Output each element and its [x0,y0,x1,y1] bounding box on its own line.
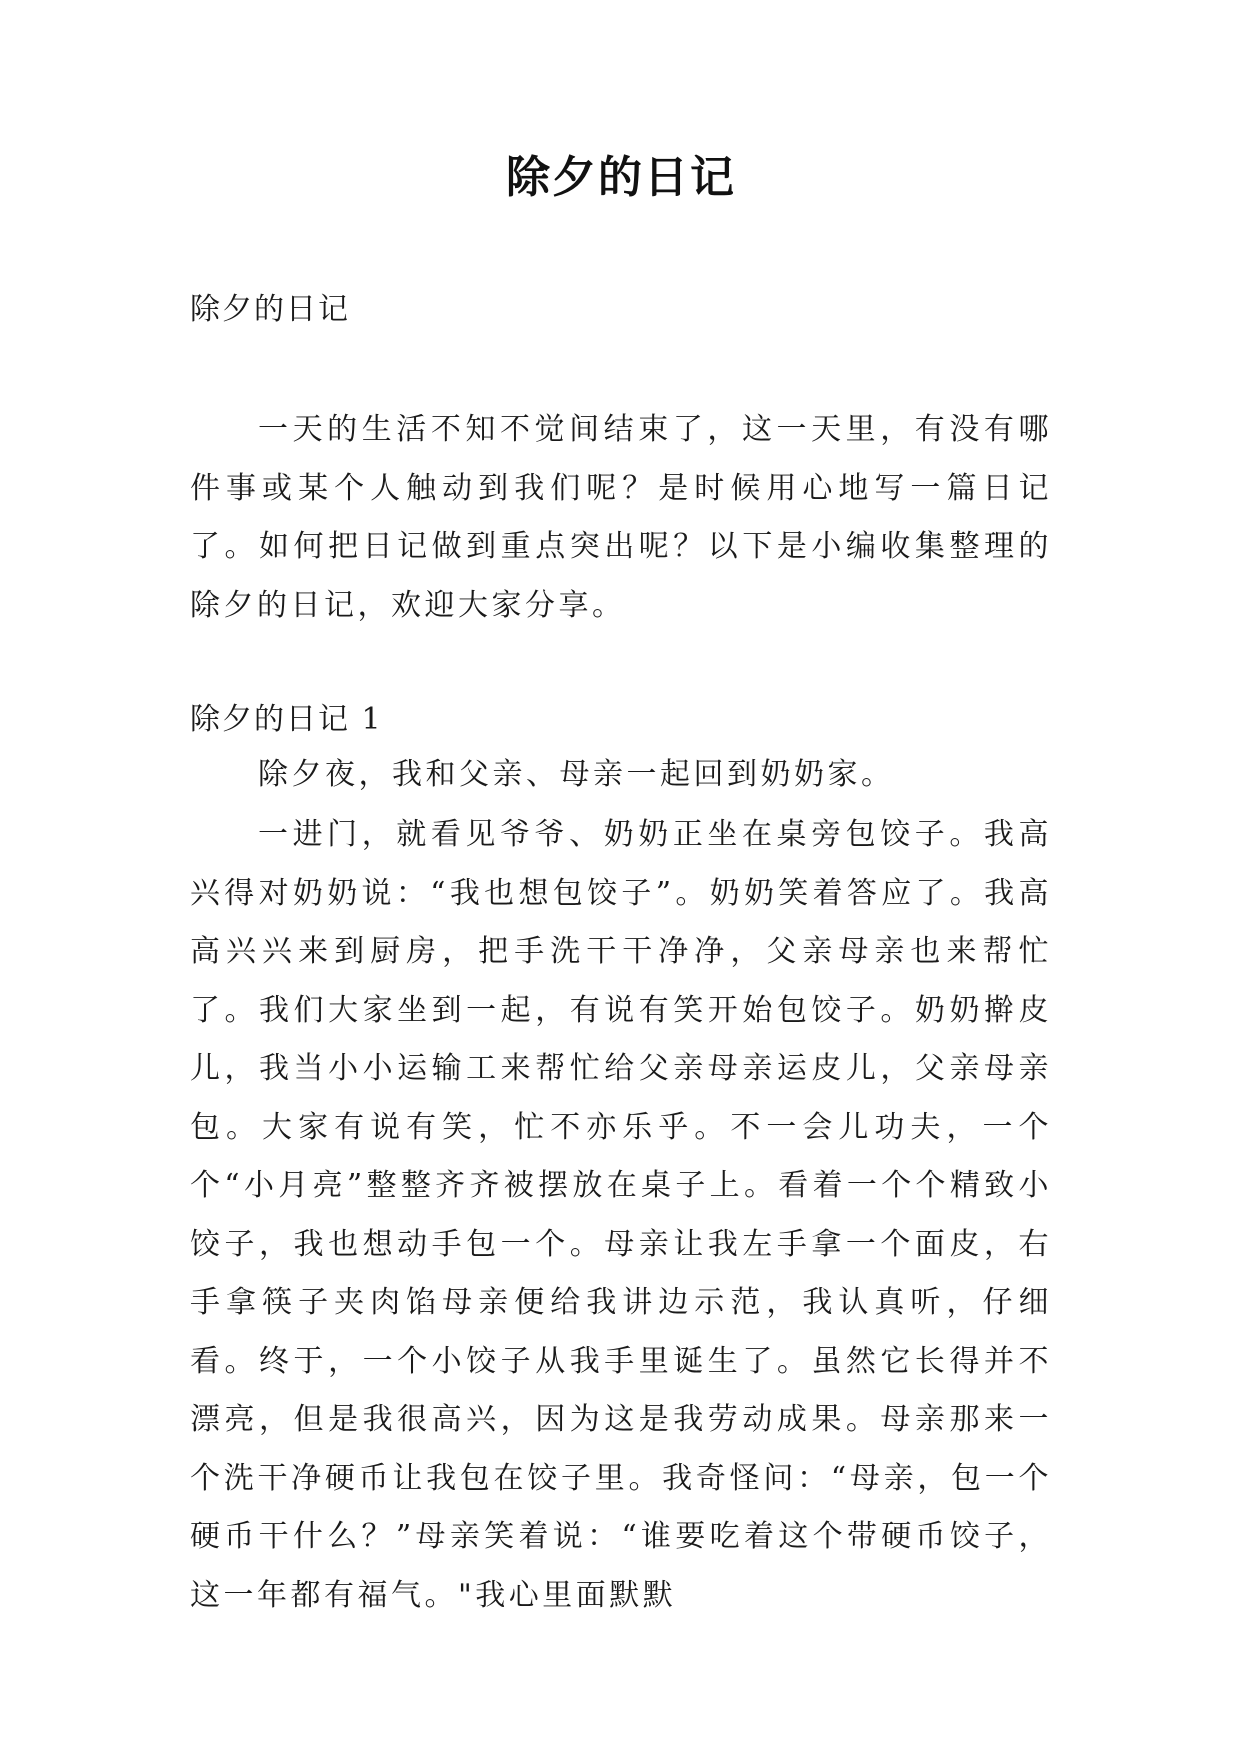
page-title: 除夕的日记 [506,152,736,203]
intro-paragraph: 一天的生活不知不觉间结束了，这一天里，有没有哪件事或某个人触动到我们呢？是时候用心地写一篇日记了。如何把日记做到重点突出呢？以下是小编收集整理的除夕的日记，欢迎大家分享。 [190,412,1052,623]
section-heading: 除夕的日记 1 [190,702,383,737]
document-subtitle: 除夕的日记 [190,292,350,327]
body-paragraph: 一进门，就看见爷爷、奶奶正坐在桌旁包饺子。我高兴得对奶奶说：“我也想包饺子”。奶奶笑着答应了。我高高兴兴来到厨房，把手洗干干净净，父亲母亲也来帮忙了。我们大家坐到一起，有说有笑开始包饺子。奶奶擀皮儿，我当小小运输工来帮忙给父亲母亲运皮儿，父亲母亲包。大家有说有笑，忙不亦乐乎。不一会儿功夫，一个个“小月亮”整整齐齐被摆放在桌子上。看着一个个精致小饺子，我也想动手包一个。母亲让我左手拿一个面皮，右手拿筷子夹肉馅母亲便给我讲边示范，我认真听，仔细看。终于，一个小饺子从我手里诞生了。虽然它长得并不漂亮，但是我很高兴，因为这是我劳动成果。母亲那来一个洗干净硬币让我包在饺子里。我奇怪问：“母亲，包一个硬币干什么？”母亲笑着说：“谁要吃着这个带硬币饺子，这一年都有福气。"我心里面默默 [190,817,1052,1613]
document-page [190,0,1052,1754]
body-paragraph: 除夕夜，我和父亲、母亲一起回到奶奶家。 [258,757,895,792]
